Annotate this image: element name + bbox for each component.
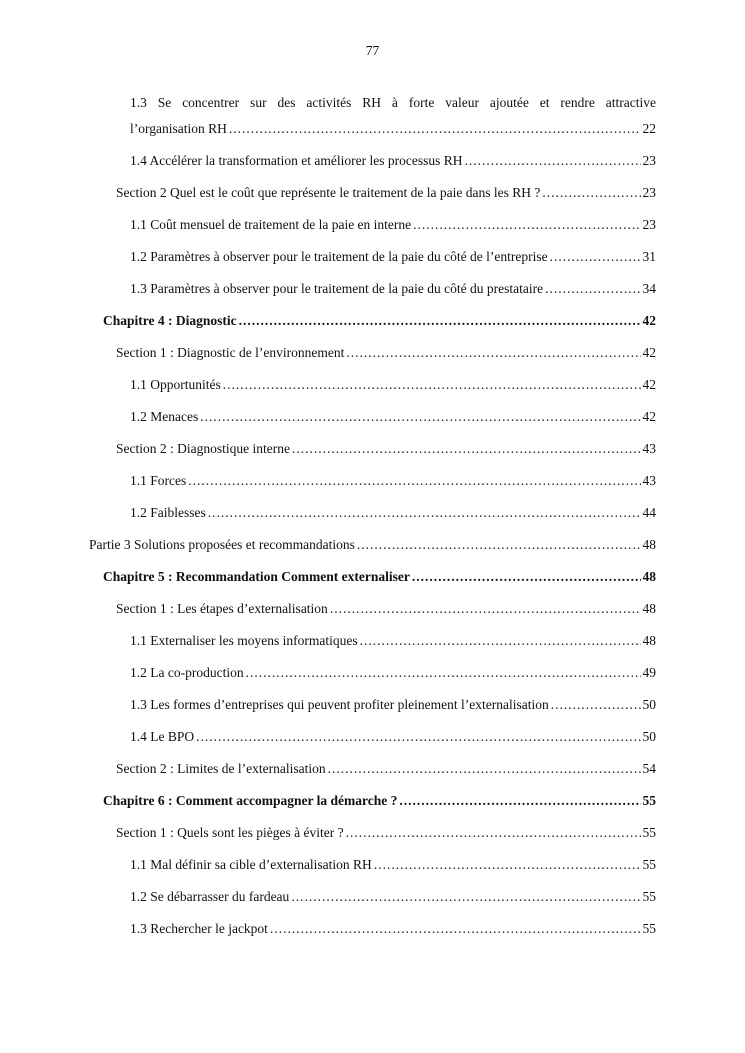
toc-entry-page: 55 [642,825,656,840]
toc-entry[interactable] [130,375,656,395]
toc-entry-label: Chapitre 5 : Recommandation Comment externaliser [103,569,410,584]
toc-entry[interactable] [130,151,656,171]
toc-leader-dots [208,503,641,523]
toc-entry-page: 55 [642,889,656,904]
toc-entry-label: 1.3 Paramètres à observer pour le traitement de la paie du côté du prestataire [130,281,544,296]
toc-entry-page: 49 [642,665,656,680]
toc-entry-page: 55 [642,921,656,936]
toc-entry-label: 1.2 Paramètres à observer pour le traitement de la paie du côté de l’entreprise [130,249,548,264]
toc-entry[interactable] [103,567,656,587]
toc-entry-label: 1.4 Le BPO [130,729,195,744]
toc-leader-dots [412,567,641,587]
toc-entry-label: 1.4 Accélérer la transformation et améliorer les processus RH [130,153,463,168]
toc-entry-page: 55 [642,793,656,808]
toc-entry-page: 34 [642,281,656,296]
toc-entry-page: 43 [642,441,656,456]
toc-entry[interactable] [130,919,656,939]
toc-entry-page: 50 [642,697,656,712]
toc-entry-page: 22 [642,121,656,136]
toc-entry-page: 55 [642,857,656,872]
toc-entry-page: 23 [642,217,656,232]
toc-entry-label: 1.1 Forces [130,473,187,488]
toc-entry[interactable] [130,695,656,715]
toc-leader-dots [196,727,640,747]
toc-entry-label: Section 2 Quel est le coût que représente le traitement de la paie dans les RH ? [116,185,541,200]
toc-entry-page: 23 [642,185,656,200]
toc-entry[interactable] [130,119,656,139]
toc-entry-page: 42 [642,313,656,328]
toc-entry-page: 42 [642,377,656,392]
toc-entry[interactable] [130,663,656,683]
toc-entry-label: 1.1 Opportunités [130,377,221,392]
toc-entry[interactable] [130,887,656,907]
toc-leader-dots [542,183,640,203]
toc-leader-dots [413,215,640,235]
toc-entry-label: Section 2 : Diagnostique interne [116,441,290,456]
toc-entry-text-line1: 1.3 Se concentrer sur des activités RH à forte valeur ajoutée et rendre attractive [130,95,656,110]
toc-entry-page: 42 [642,345,656,360]
toc-entry-page: 48 [642,633,656,648]
toc-leader-dots [200,407,640,427]
toc-leader-dots [374,855,641,875]
page-number: 77 [365,43,380,58]
toc-leader-dots [291,887,640,907]
toc-entry[interactable] [130,471,656,491]
toc-leader-dots [550,247,641,267]
toc-leader-dots [223,375,641,395]
toc-entry-label: 1.2 Faiblesses [130,505,206,520]
toc-entry-label: Section 1 : Quels sont les pièges à éviter ? [116,825,344,840]
toc-entry-label: 1.3 Rechercher le jackpot [130,921,268,936]
toc-leader-dots [246,663,641,683]
toc-entry-label: 1.2 Se débarrasser du fardeau [130,889,290,904]
toc-entry[interactable] [103,311,656,331]
toc-entry[interactable] [130,727,656,747]
toc-entry[interactable] [130,279,656,299]
toc-entry-label: Partie 3 Solutions proposées et recommandations [89,537,355,552]
toc-leader-dots [188,471,640,491]
toc-entry-label: 1.1 Mal définir sa cible d’externalisation RH [130,857,372,872]
toc-leader-dots [346,343,640,363]
toc-entry-page: 48 [642,601,656,616]
toc-entry-page: 44 [642,505,656,520]
toc-entry[interactable] [130,631,656,651]
toc-leader-dots [239,311,641,331]
toc-entry-page: 48 [642,537,656,552]
toc-entry[interactable] [130,247,656,267]
toc-entry-label: 1.1 Coût mensuel de traitement de la paie en interne [130,217,412,232]
toc-entry[interactable] [130,215,656,235]
toc-entry-page: 43 [642,473,656,488]
toc-entry-label: Section 2 : Limites de l’externalisation [116,761,326,776]
toc-leader-dots [292,439,641,459]
toc-entry[interactable] [116,439,656,459]
toc-entry-label: 1.3 Les formes d’entreprises qui peuvent profiter pleinement l’externalisation [130,697,549,712]
toc-entry[interactable] [116,343,656,363]
toc-entry-page: 48 [642,569,656,584]
toc-entry-label: Chapitre 4 : Diagnostic [103,313,237,328]
toc-entry-label: Section 1 : Les étapes d’externalisation [116,601,328,616]
toc-entry-label: 1.2 La co-production [130,665,244,680]
toc-entry-label: Section 1 : Diagnostic de l’environnement [116,345,345,360]
toc-entry[interactable] [130,855,656,875]
toc-entry[interactable] [116,183,656,203]
toc-entry[interactable] [89,535,656,555]
toc-entry-label: l’organisation RH [130,121,227,136]
toc-entry[interactable] [116,823,656,843]
toc-leader-dots [551,695,641,715]
toc-entry[interactable] [116,599,656,619]
toc-leader-dots [346,823,641,843]
toc-entry[interactable] [103,791,656,811]
toc-entry-label: 1.2 Menaces [130,409,199,424]
toc-leader-dots [270,919,641,939]
toc-leader-dots [328,759,641,779]
toc-entry[interactable] [130,503,656,523]
toc-entry-label: 1.1 Externaliser les moyens informatiques [130,633,358,648]
toc-leader-dots [360,631,641,651]
toc-leader-dots [330,599,641,619]
toc-entry[interactable] [130,407,656,427]
toc-entry[interactable] [116,759,656,779]
toc-leader-dots [545,279,640,299]
toc-entry-page: 42 [642,409,656,424]
toc-leader-dots [399,791,640,811]
toc-entry-page: 23 [642,153,656,168]
toc-leader-dots [357,535,641,555]
toc-leader-dots [465,151,641,171]
toc-leader-dots [229,119,641,139]
toc-entry-page: 50 [642,729,656,744]
toc-entry-label: Chapitre 6 : Comment accompagner la démarche ? [103,793,398,808]
toc-entry-page: 31 [642,249,656,264]
toc-entry-page: 54 [642,761,656,776]
